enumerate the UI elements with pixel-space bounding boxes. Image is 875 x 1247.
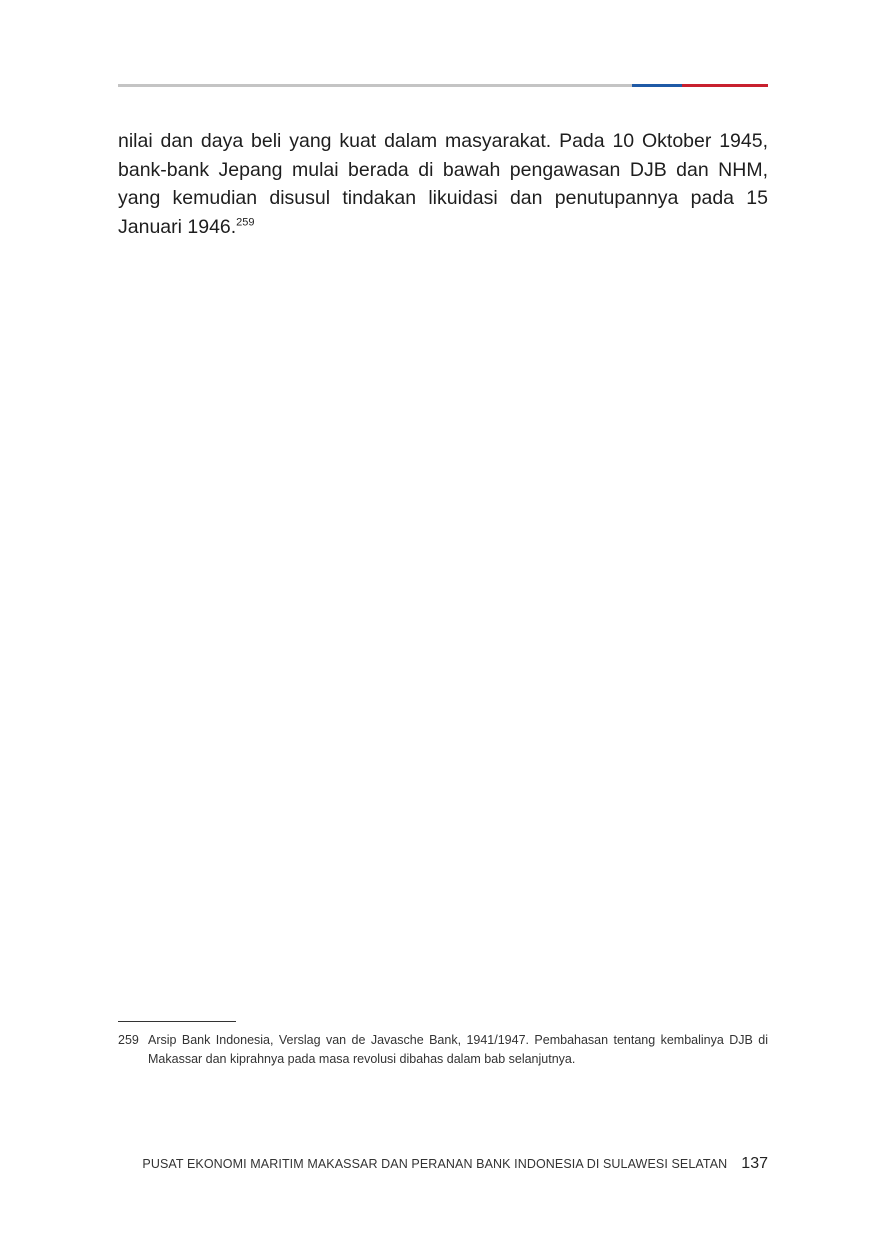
body-paragraph-text: nilai dan daya beli yang kuat dalam masyarakat. Pada 10 Oktober 1945, bank-bank Jepang mulai berada di bawah pengawasan DJB dan NHM, yang kemudian disusul tindakan likuidasi dan penutupannya pada 15 Januari 1946. <box>118 130 768 238</box>
running-footer <box>118 1155 768 1173</box>
footnote-259 <box>118 1031 768 1069</box>
footnote-text: Arsip Bank Indonesia, Verslag van de Javasche Bank, 1941/1947. Pembahasan tentang kembalinya DJB di Makassar dan kiprahnya pada masa revolusi dibahas dalam bab selanjutnya. <box>148 1033 768 1066</box>
footnote-reference[interactable]: 259 <box>236 216 255 229</box>
header-rule-gray-segment <box>118 84 632 87</box>
body-paragraph <box>118 127 768 241</box>
header-rule <box>118 84 768 87</box>
footnote-number: 259 <box>118 1033 139 1047</box>
footnote-separator <box>118 1021 236 1022</box>
running-footer-title: PUSAT EKONOMI MARITIM MAKASSAR DAN PERANAN BANK INDONESIA DI SULAWESI SELATAN <box>142 1157 728 1171</box>
header-rule-red-segment <box>682 84 768 87</box>
header-rule-blue-segment <box>632 84 682 87</box>
page-number: 137 <box>741 1155 768 1172</box>
